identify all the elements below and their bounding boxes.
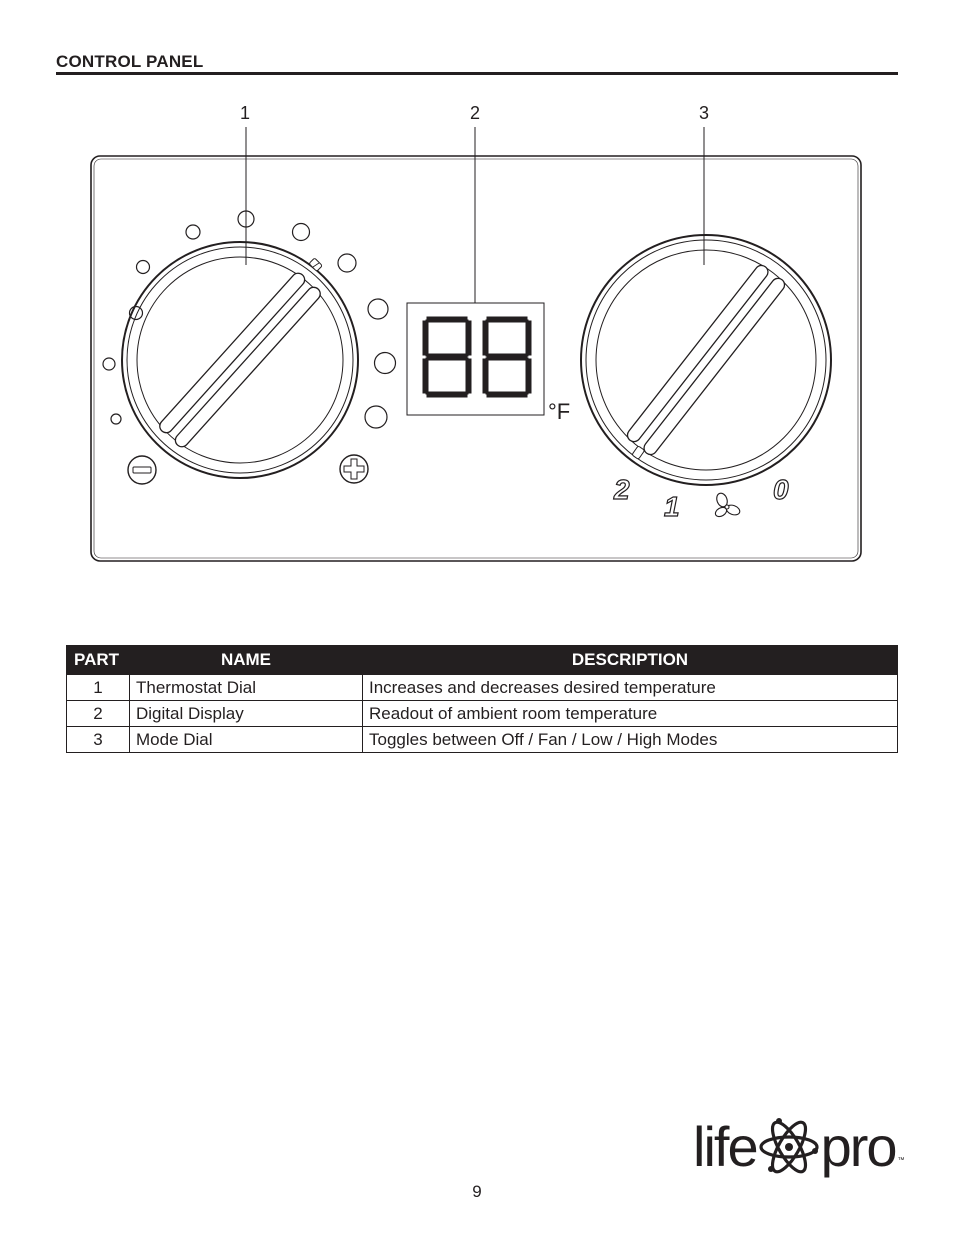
table-row — [67, 727, 898, 753]
row-part: 3 — [67, 727, 130, 753]
callout-2: 2 — [469, 103, 481, 123]
digital-display — [407, 303, 570, 424]
section-title: CONTROL PANEL — [56, 52, 204, 71]
control-panel-diagram — [0, 95, 954, 575]
callout-1: 1 — [239, 103, 251, 123]
logo-trademark: ™ — [897, 1157, 905, 1164]
row-part: 1 — [67, 675, 130, 701]
atom-icon — [757, 1115, 821, 1179]
table-row — [67, 701, 898, 727]
table-row — [67, 675, 898, 701]
thermostat-pointer-icon — [309, 258, 322, 271]
header-name: NAME — [130, 646, 363, 675]
mode-dial[interactable] — [581, 235, 831, 522]
header-description: DESCRIPTION — [363, 646, 898, 675]
logo-text-life: life — [693, 1115, 757, 1178]
row-name: Thermostat Dial — [130, 675, 363, 701]
row-description: Increases and decreases desired temperature — [363, 675, 898, 701]
thermostat-knob-grip — [157, 271, 323, 450]
section-divider — [56, 72, 898, 75]
logo-text-pro: pro — [820, 1115, 896, 1178]
row-part: 2 — [67, 701, 130, 727]
lifepro-logo — [693, 1112, 905, 1182]
temperature-unit: °F — [548, 399, 571, 424]
table-header-row — [67, 646, 898, 675]
page-number: 9 — [472, 1182, 482, 1201]
increase-icon — [340, 455, 368, 483]
fan-icon — [714, 492, 741, 519]
thermostat-dial[interactable] — [103, 211, 396, 484]
mode-label-high: 2 — [614, 474, 630, 505]
row-description: Readout of ambient room temperature — [363, 701, 898, 727]
parts-table — [66, 645, 898, 753]
row-name: Mode Dial — [130, 727, 363, 753]
callout-3: 3 — [698, 103, 710, 123]
mode-pointer-icon — [632, 446, 645, 460]
mode-knob-grip — [625, 263, 787, 457]
row-description: Toggles between Off / Fan / Low / High Modes — [363, 727, 898, 753]
mode-label-off: 0 — [773, 474, 789, 505]
row-name: Digital Display — [130, 701, 363, 727]
mode-label-low: 1 — [664, 491, 680, 522]
decrease-icon — [128, 456, 156, 484]
header-part: PART — [67, 646, 130, 675]
